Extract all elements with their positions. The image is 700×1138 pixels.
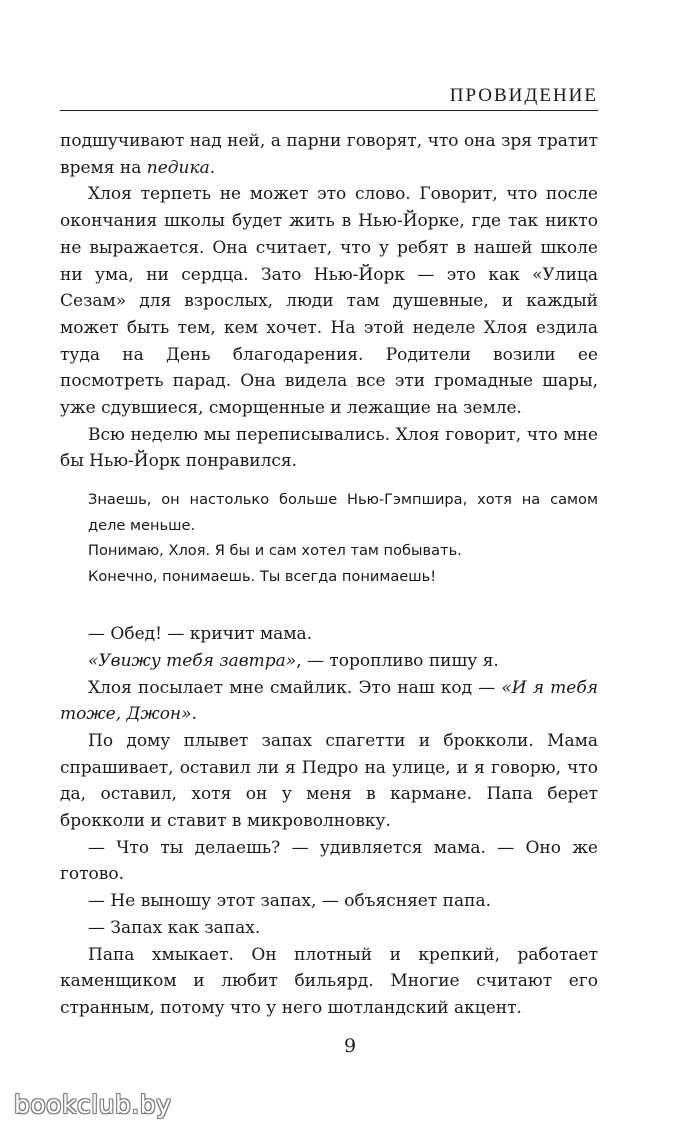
text-message-block xyxy=(60,487,598,589)
paragraph-6-text-a: Хлоя посылает мне смайлик. Это наш код — xyxy=(88,677,502,698)
paragraph-1 xyxy=(60,128,598,181)
paragraph-8: — Что ты делаешь? — удивляется мама. — Оно же готово. xyxy=(60,837,598,885)
paragraph-9: — Не выношу этот запах, — объясняет папа. xyxy=(88,891,492,912)
paragraph-1-text-a: подшучивают над ней, а парни говорят, что она зря тратит время на xyxy=(60,131,598,178)
paragraph-6-text-b: . xyxy=(191,704,197,725)
paragraph-10: — Запах как запах. xyxy=(88,917,261,938)
paragraph-4: — Обед! — кричит мама. xyxy=(88,624,313,645)
page-body xyxy=(60,128,598,1022)
paragraph-3: Всю неделю мы переписывались. Хлоя говорит, что мне бы Нью-Йорк понравился. xyxy=(60,424,598,472)
paragraph-6 xyxy=(60,675,598,728)
spacer xyxy=(60,475,598,487)
paragraph-1-text-b: . xyxy=(209,157,216,178)
running-head: ПРОВИДЕНИЕ xyxy=(449,85,598,106)
paragraph-5-emphasis: «Увижу тебя завтра» xyxy=(88,650,297,671)
page-number: 9 xyxy=(343,1035,357,1057)
paragraph-5 xyxy=(60,648,598,675)
page-header xyxy=(60,83,598,111)
text-message-2: Понимаю, Хлоя. Я бы и сам хотел там побывать. xyxy=(88,542,462,560)
text-message-3: Конечно, понимаешь. Ты всегда понимаешь! xyxy=(88,567,437,585)
section-spacer xyxy=(60,589,598,621)
paragraph-5-text: , — торопливо пишу я. xyxy=(296,650,499,671)
text-message-1: Знаешь, он настолько больше Нью-Гэмпшира, хотя на самом деле меньше. xyxy=(88,491,598,534)
paragraph-1-emphasis: педика xyxy=(146,157,210,178)
paragraph-7: По дому плывет запах спагетти и брокколи. Мама спрашивает, оставил ли я Педро на улице, и я говорю, что да, оставил, хотя он у меня в кармане. Папа берет брокколи и ставит в микроволновку. xyxy=(60,730,598,832)
paragraph-11: Папа хмыкает. Он плотный и крепкий, работает каменщиком и любит бильярд. Многие считают его странным, потому что у него шотландский акцент. xyxy=(60,944,598,1018)
watermark-logo: bookclub.by xyxy=(14,1090,172,1119)
paragraph-2: Хлоя терпеть не может это слово. Говорит, что после окончания школы будет жить в Нью-Йорке, где так никто не выражается. Она считает, что у ребят в нашей школе ни ума, ни сердца. Зато Нью-Йорк — это как «Улица Сезам» для взрослых, люди там душевные, и каждый может быть тем, кем хочет. На этой неделе Хлоя ездила туда на День благодарения. Родители возили ее посмотреть парад. Она видела все эти громадные шары, уже сдувшиеся, сморщенные и лежащие на земле. xyxy=(60,184,598,419)
paragraph-6-emphasis: «И я тебя тоже, Джон» xyxy=(60,677,598,725)
